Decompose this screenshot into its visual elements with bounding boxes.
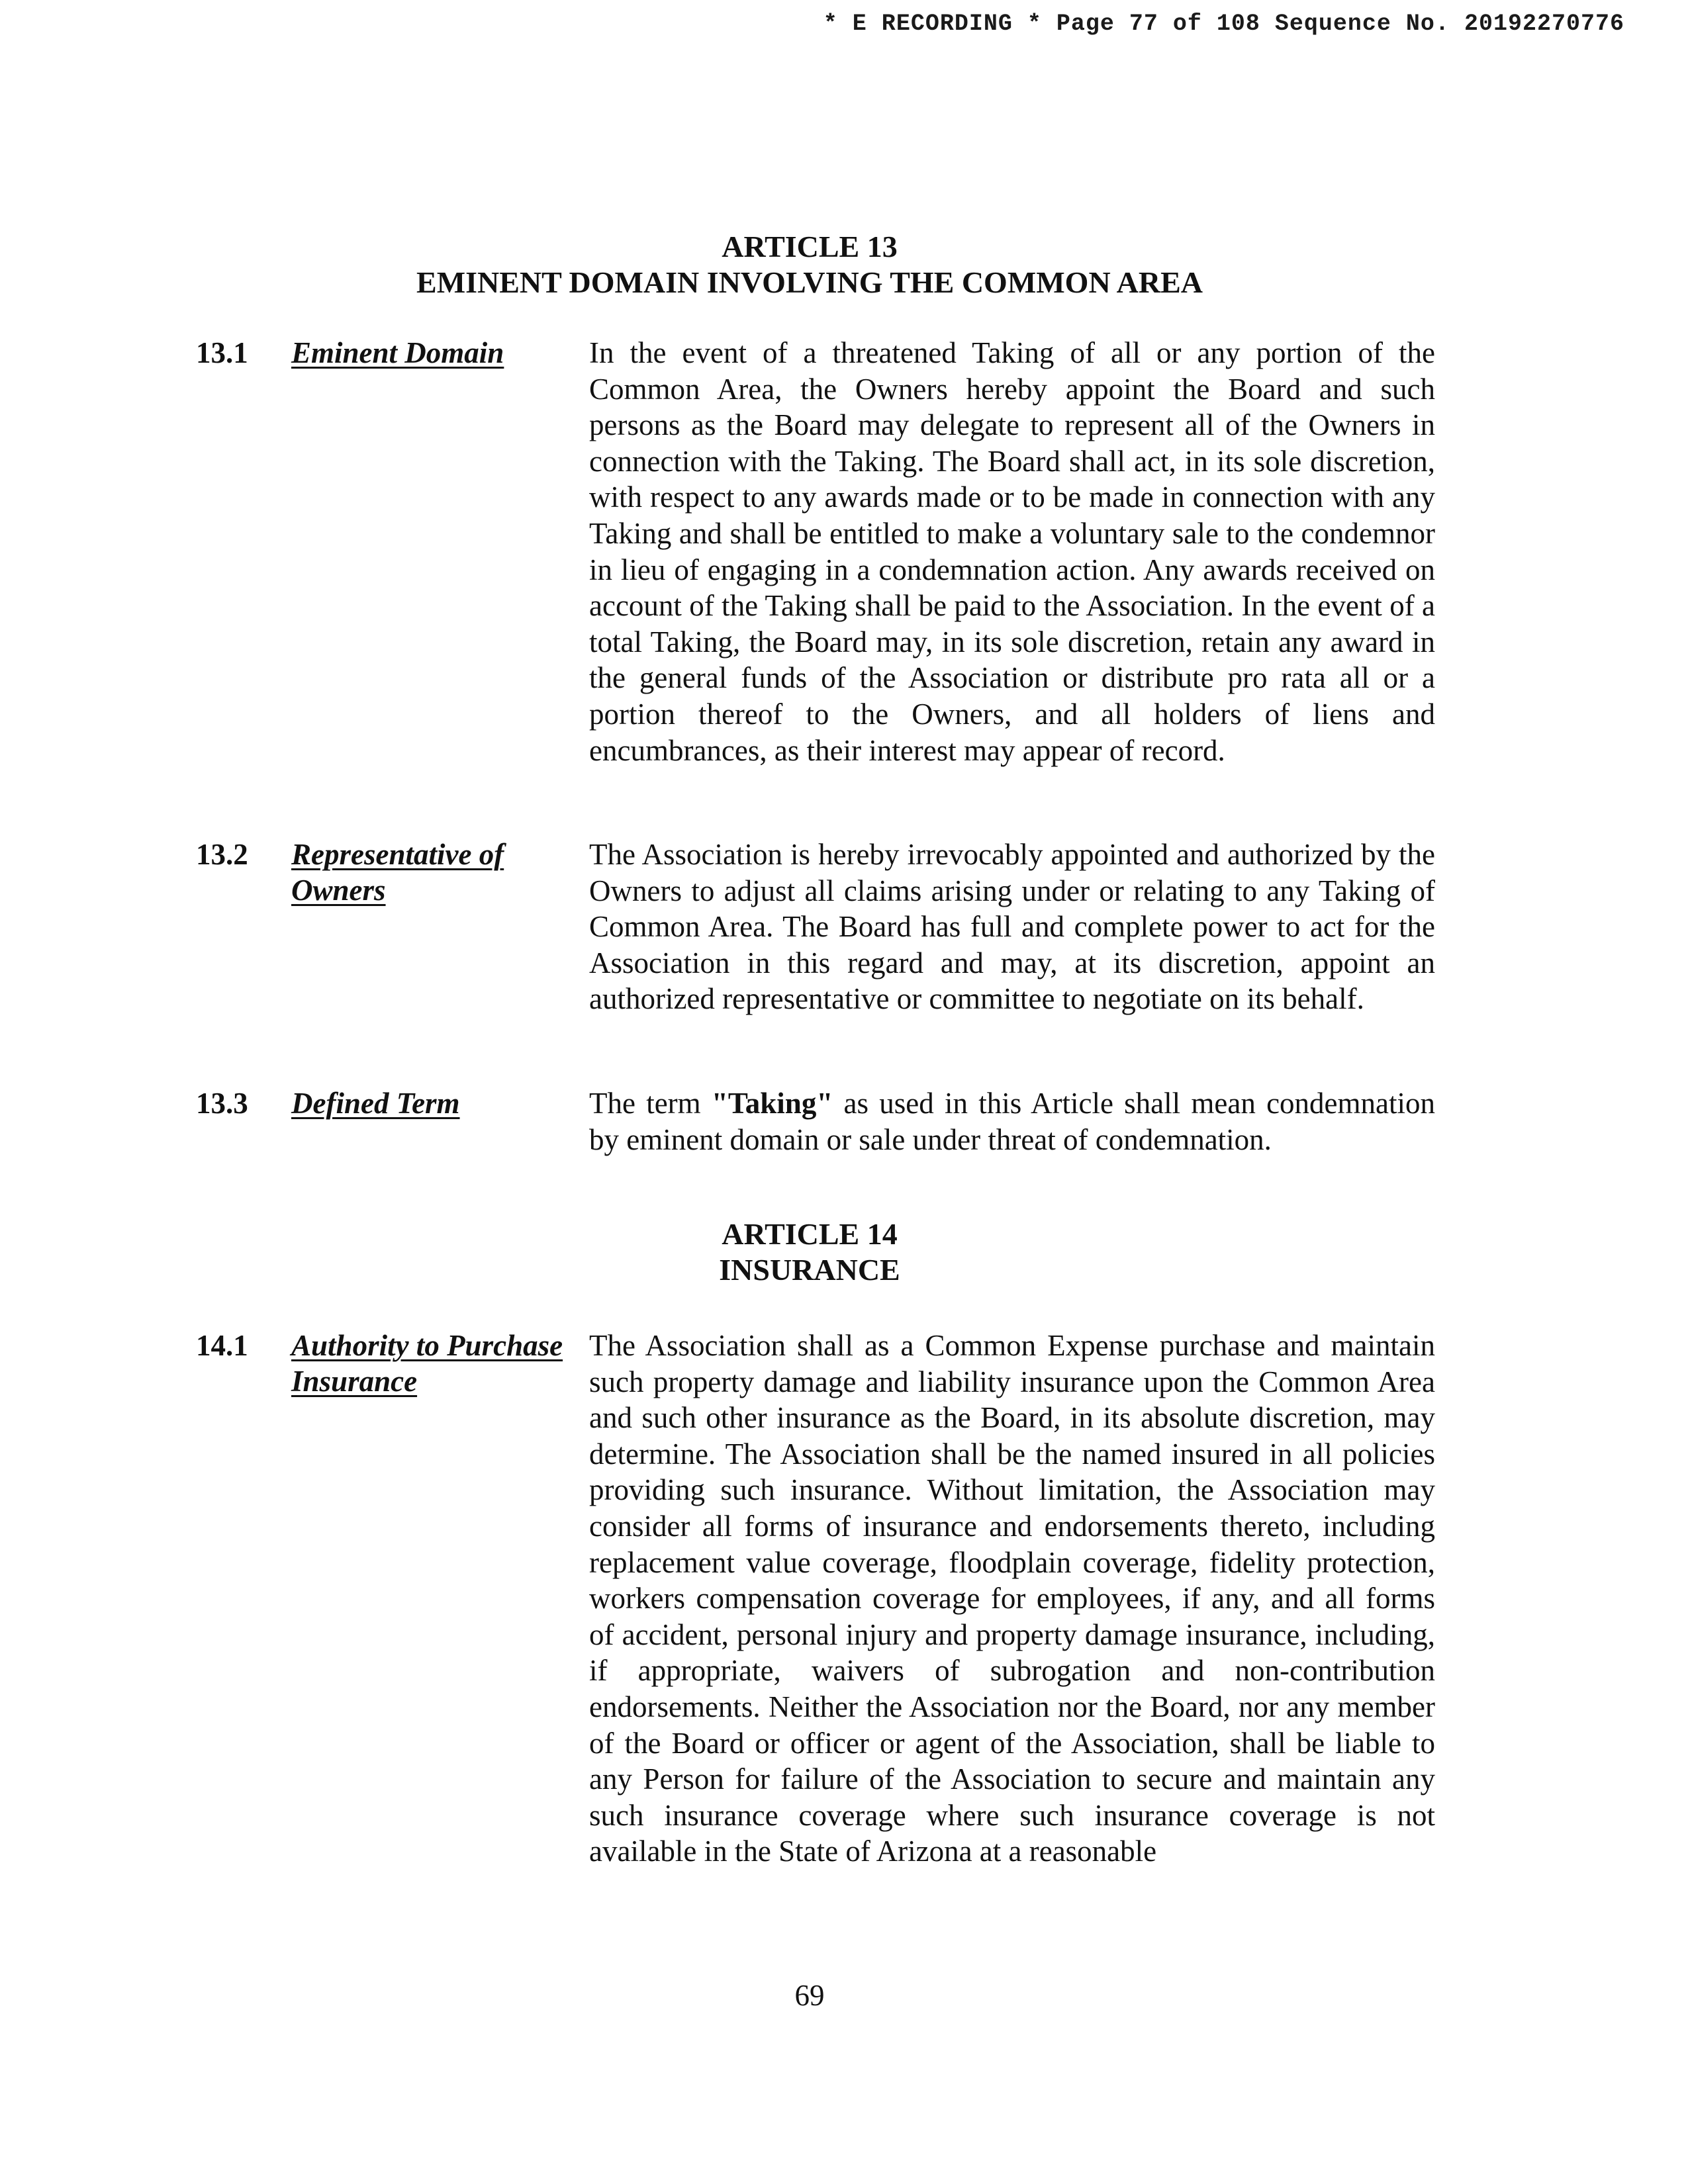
article-14-heading <box>0 1216 1619 1288</box>
section-body: The Association is hereby irrevocably appointed and authorized by the Owners to adjust all claims arising under or relating to any Taking of Common Area. The Board has full and complete power to act for the Association in this regard and may, at its discretion, appoint an authorized representative or committee to negotiate on its behalf. <box>589 838 1435 1016</box>
body-text: The term <box>589 1087 712 1120</box>
section-number: 13.3 <box>196 1087 248 1120</box>
body-text: as used in this Article shall mean condemnation by eminent domain or sale under threat of condemnation. <box>589 1087 1435 1156</box>
section-title: Eminent Domain <box>291 336 504 369</box>
section-number: 14.1 <box>196 1329 248 1362</box>
section-title: Representative of Owners <box>291 838 504 907</box>
article-13-heading <box>0 229 1619 300</box>
defined-term: "Taking" <box>711 1087 833 1120</box>
article-14-title: INSURANCE <box>719 1253 900 1287</box>
article-14-number: ARTICLE 14 <box>722 1217 898 1251</box>
section-title: Authority to Purchase Insurance <box>291 1329 563 1398</box>
section-body: The Association shall as a Common Expense purchase and maintain such property damage and liability insurance upon the Common Area and such other insurance as the Board, in its absolute discretion, may determine. The Association shall be the named insured in all policies providing such insurance. Without limitation, the Association may consider all forms of insurance and endorsements thereto, including replacement value coverage, floodplain coverage, fidelity protection, workers compensation coverage for employees, if any, and all forms of accident, personal injury and property damage insurance, including, if appropriate, waivers of subrogation and non-contribution endorsements. Neither the Association nor the Board, nor any member of the Board or officer or agent of the Association, shall be liable to any Person for failure of the Association to secure and maintain any such insurance coverage where such insurance coverage is not available in the State of Arizona at a reasonable <box>589 1329 1435 1868</box>
section-body <box>589 1085 1435 1158</box>
section-title: Defined Term <box>291 1087 460 1120</box>
article-13-title: EMINENT DOMAIN INVOLVING THE COMMON AREA <box>416 265 1203 299</box>
section-number: 13.1 <box>196 336 248 369</box>
section-body: In the event of a threatened Taking of all or any portion of the Common Area, the Owners hereby appoint the Board and such persons as the Board may delegate to represent all of the Owners in connection with the Taking. The Board shall act, in its sole discretion, with respect to any awards made or to be made in connection with any Taking and shall be entitled to make a voluntary sale to the condemnor in lieu of engaging in a condemnation action. Any awards received on account of the Taking shall be paid to the Association. In the event of a total Taking, the Board may, in its sole discretion, retain any award in the general funds of the Association or distribute pro rata all or a portion thereof to the Owners, and all holders of liens and encumbrances, as their interest may appear of record. <box>589 336 1435 767</box>
section-number: 13.2 <box>196 838 248 871</box>
recording-stamp: * E RECORDING * Page 77 of 108 Sequence No. 20192270776 <box>823 11 1624 37</box>
article-13-number: ARTICLE 13 <box>722 230 898 263</box>
page-number: 69 <box>794 1979 825 2012</box>
